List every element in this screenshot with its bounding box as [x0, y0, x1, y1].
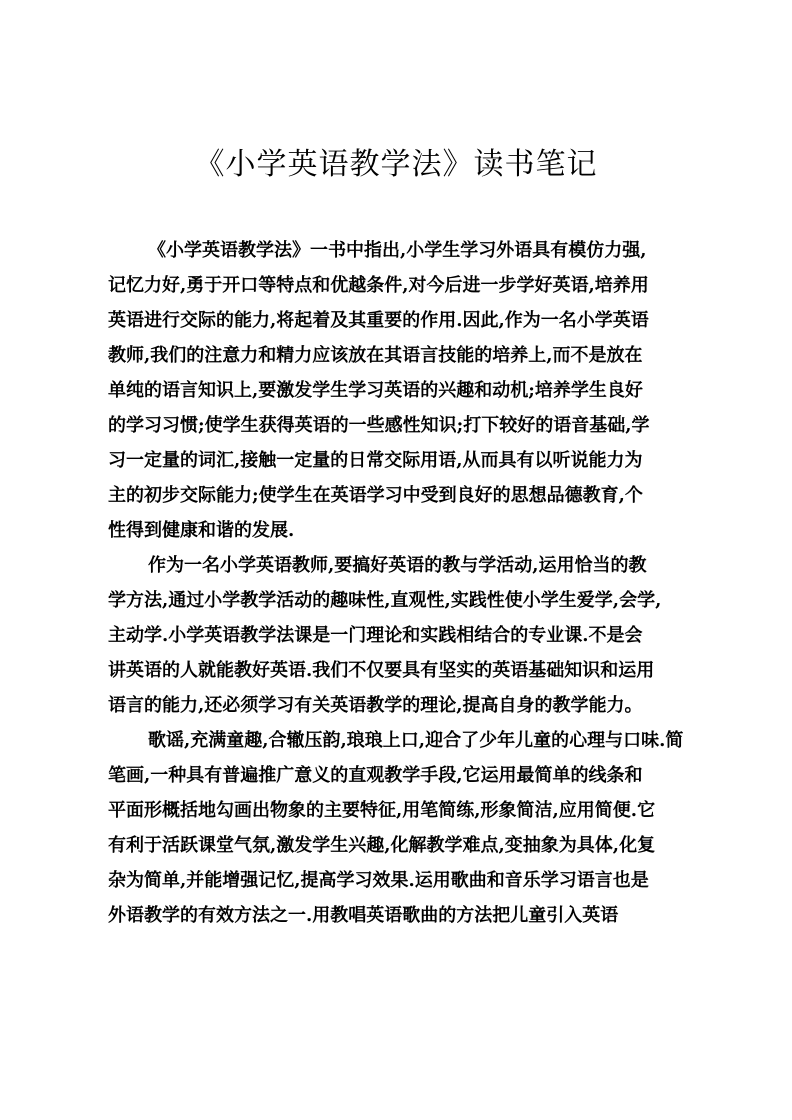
paragraph-3-line-2: 笔画,一种具有普遍推广意义的直观教学手段,它运用最简单的线条和 — [108, 765, 643, 786]
paragraph-1-line-4: 教师,我们的注意力和精力应该放在其语言技能的培养上,而不是放在 — [108, 345, 643, 366]
paragraph-1-line-2: 记忆力好,勇于开口等特点和优越条件,对今后进一步学好英语,培养用 — [108, 275, 649, 296]
paragraph-2-line-3: 主动学.小学英语教学法课是一门理论和实践相结合的专业课.不是会 — [108, 625, 643, 646]
paragraph-2-line-1: 作为一名小学英语教师,要搞好英语的教与学活动,运用恰当的教 — [148, 555, 647, 576]
document-title: 《小学英语教学法》读书笔记 — [194, 147, 598, 182]
paragraph-2-line-5: 语言的能力,还必须学习有关英语教学的理论,提高自身的教学能力。 — [108, 695, 643, 716]
paragraph-3-line-4: 有利于活跃课堂气氛,激发学生兴趣,化解教学难点,变抽象为具体,化复 — [108, 835, 656, 856]
paragraph-1-line-7: 习一定量的词汇,接触一定量的日常交际用语,从而具有以听说能力为 — [108, 450, 643, 471]
paragraph-1-line-3: 英语进行交际的能力,将起着及其重要的作用.因此,作为一名小学英语 — [108, 310, 649, 331]
paragraph-1-line-5: 单纯的语言知识上,要激发学生学习英语的兴趣和动机;培养学生良好 — [108, 380, 643, 401]
paragraph-1-line-9: 性得到健康和谐的发展. — [108, 520, 295, 541]
paragraph-3-line-1: 歌谣,充满童趣,合辙压韵,琅琅上口,迎合了少年儿童的心理与口味.简 — [148, 730, 684, 751]
paragraph-1-line-1: 《小学英语教学法》一书中指出,小学生学习外语具有模仿力强, — [148, 240, 647, 261]
paragraph-3-line-5: 杂为简单,并能增强记忆,提高学习效果.运用歌曲和音乐学习语言也是 — [108, 870, 649, 891]
paragraph-1-line-8: 主的初步交际能力;使学生在英语学习中受到良好的思想品德教育,个 — [108, 485, 643, 506]
paragraph-3-line-6: 外语教学的有效方法之一.用教唱英语歌曲的方法把儿童引入英语 — [108, 905, 619, 926]
paragraph-3-line-3: 平面形概括地勾画出物象的主要特征,用笔简练,形象简洁,应用简便.它 — [108, 800, 656, 821]
paragraph-1-line-6: 的学习习惯;使学生获得英语的一些感性知识;打下较好的语音基础,学 — [108, 415, 650, 436]
paragraph-2-line-4: 讲英语的人就能教好英语.我们不仅要具有坚实的英语基础知识和运用 — [108, 660, 655, 681]
paragraph-2-line-2: 学方法,通过小学教学活动的趣味性,直观性,实践性使小学生爱学,会学, — [108, 590, 662, 611]
document-body — [108, 233, 708, 933]
